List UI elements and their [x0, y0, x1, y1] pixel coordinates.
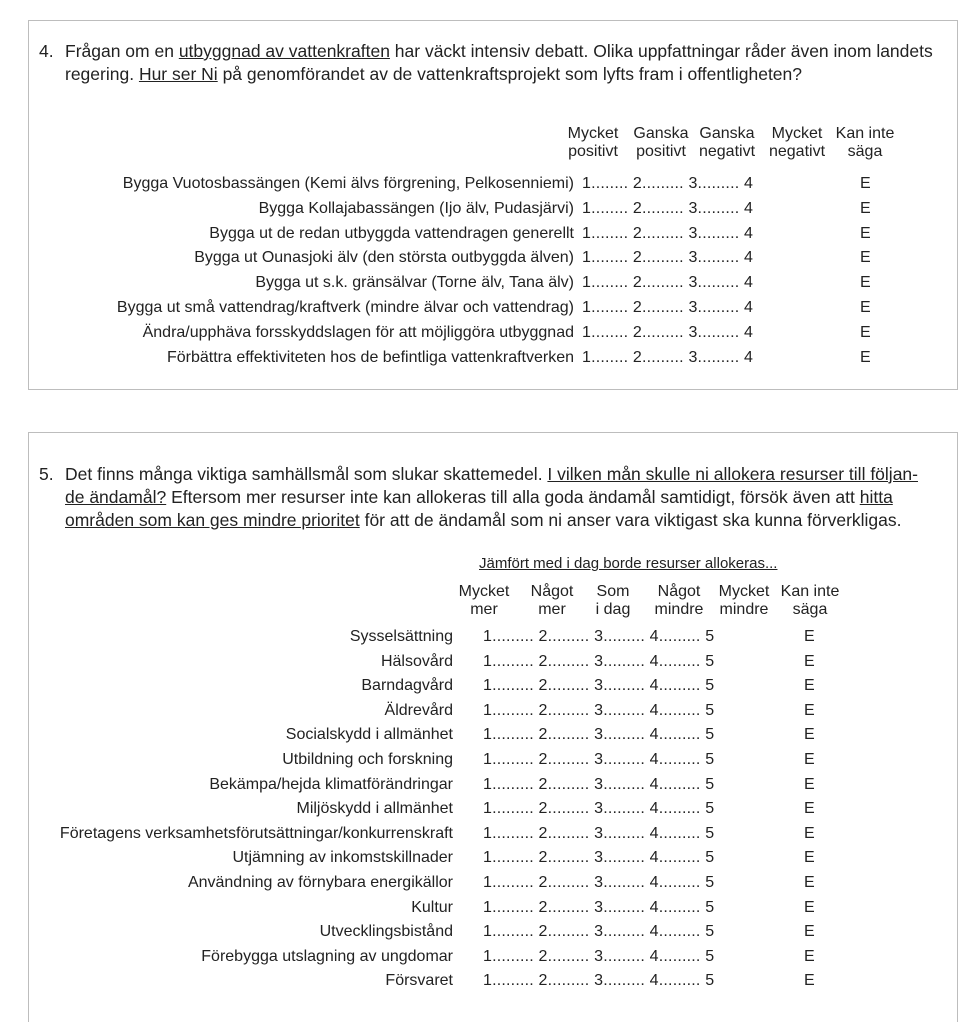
q5-header-line: mer [470, 601, 498, 618]
q5-item-dont-know: E [804, 824, 815, 842]
q5-header-line: säga [792, 601, 828, 618]
q4-item-scale: 1........ 2......... 3......... 4 [582, 224, 754, 242]
q5-item-label: Äldrevård [384, 701, 453, 719]
q4-item-label: Bygga ut s.k. gränsälvar (Torne älv, Tana älv) [255, 274, 574, 292]
q4-question-text [65, 40, 945, 86]
q5-item-dont-know: E [804, 947, 815, 965]
q5-line2-segment: Eftersom mer resurser inte kan allokeras till alla goda ändamål samtidigt, försök även att [166, 487, 860, 507]
q5-item-dont-know: E [804, 874, 815, 891]
q5-header-line: Mycket [718, 583, 770, 600]
q5-header-line: Något [530, 583, 574, 600]
q5-line1-segment: I vilken mån skulle ni allokera resurser till följan- [547, 464, 918, 484]
q5-item-label: Socialskydd i allmänhet [285, 726, 453, 744]
q5-item-scale: 1......... 2......... 3......... 4......... 5 [483, 652, 715, 670]
q5-item-dont-know: E [804, 800, 815, 818]
q4-header-line: Ganska [633, 125, 689, 142]
q4-item-scale: 1........ 2......... 3......... 4 [582, 175, 754, 192]
q4-text-segment: har väckt intensiv debatt. Olika uppfattningar råder även inom landets regering. [65, 41, 933, 84]
q4-header-line: säga [847, 143, 883, 160]
q5-item-dont-know: E [804, 628, 815, 645]
q5-line2-segment: de ändamål? [65, 487, 167, 507]
q5-header-line: i dag [595, 601, 631, 618]
q4-item-label: Förbättra effektiviteten hos de befintliga vattenkraftverken [166, 348, 574, 366]
q5-item-scale: 1......... 2......... 3......... 4......... 5 [483, 701, 715, 719]
question-4-panel [28, 20, 958, 390]
q5-item-scale: 1......... 2......... 3......... 4......... 5 [483, 677, 715, 695]
q4-text-segment: Frågan om en [65, 41, 179, 61]
q5-item-scale: 1......... 2......... 3......... 4......... 5 [483, 849, 715, 867]
q5-item-scale: 1......... 2......... 3......... 4......... 5 [483, 972, 715, 990]
q5-line3-segment: för att de ändamål som ni anser vara viktigast ska kunna förverkligas. [359, 510, 902, 530]
q5-question-line-1 [65, 463, 918, 486]
q5-item-scale: 1......... 2......... 3......... 4......... 5 [483, 824, 715, 842]
question-5-panel [28, 432, 958, 1022]
q5-item-dont-know: E [804, 775, 815, 793]
q5-header-line: Som [596, 583, 630, 600]
q4-header-line: Mycket [771, 125, 823, 142]
q4-item-label: Bygga ut de redan utbyggda vattendragen generellt [209, 224, 574, 242]
q4-header-line: negativt [698, 143, 756, 160]
q4-item-scale: 1........ 2......... 3......... 4 [582, 274, 754, 292]
q4-item-scale: 1........ 2......... 3......... 4 [582, 323, 754, 341]
q4-item-label: Ändra/upphäva forsskyddslagen för att möjliggöra utbyggnad [142, 323, 574, 341]
q5-item-dont-know: E [804, 701, 815, 719]
q5-header-line: Mycket [458, 583, 510, 600]
q5-question-line-3 [65, 509, 902, 532]
q5-header-line: Kan inte [780, 583, 840, 600]
q4-item-label: Bygga ut Ounasjoki älv (den största outbyggda älven) [194, 249, 574, 267]
q5-item-dont-know: E [804, 751, 815, 768]
q5-item-dont-know: E [804, 972, 815, 990]
q4-header-line: Kan inte [835, 125, 895, 142]
q4-item-dont-know: E [860, 199, 871, 217]
q5-subheading: Jämfört med i dag borde resurser allokeras... [479, 555, 778, 572]
q4-header-line: positivt [636, 143, 686, 160]
q4-item-dont-know: E [860, 323, 871, 341]
q4-number: 4. [39, 41, 54, 61]
q4-item-scale: 1........ 2......... 3......... 4 [582, 348, 754, 366]
q4-text-segment: på genomförandet av de vattenkraftsprojekt som lyfts fram i offentligheten? [217, 64, 803, 84]
q5-item-label: Barndagvård [361, 677, 453, 695]
q5-item-label: Företagens verksamhetsförutsättningar/konkurrenskraft [59, 824, 453, 842]
q5-item-scale: 1......... 2......... 3......... 4......... 5 [483, 800, 715, 818]
q4-header-line: positivt [568, 143, 618, 160]
q5-item-label: Användning av förnybara energikällor [187, 874, 453, 891]
q4-text-segment: utbyggnad av vattenkraften [178, 41, 390, 61]
q5-header-line: Något [657, 583, 701, 600]
q5-item-label: Sysselsättning [349, 628, 453, 645]
q5-item-scale: 1......... 2......... 3......... 4......... 5 [483, 898, 715, 916]
q4-item-scale: 1........ 2......... 3......... 4 [582, 199, 754, 217]
q5-header-6 [765, 583, 855, 619]
q4-item-dont-know: E [860, 274, 871, 292]
q5-item-dont-know: E [804, 677, 815, 695]
q5-line3-segment: områden som kan ges mindre prioritet [65, 510, 360, 530]
q5-item-scale: 1......... 2......... 3......... 4......... 5 [483, 751, 715, 768]
q5-item-scale: 1......... 2......... 3......... 4......... 5 [483, 628, 715, 645]
q4-item-dont-know: E [860, 175, 871, 192]
q5-item-scale: 1......... 2......... 3......... 4......... 5 [483, 947, 715, 965]
q5-item-scale: 1......... 2......... 3......... 4......... 5 [483, 726, 715, 744]
q5-question-line-2 [65, 486, 893, 509]
q4-header-line: Mycket [567, 125, 619, 142]
q5-item-dont-know: E [804, 898, 815, 916]
q5-line2-segment: hitta [859, 487, 893, 507]
q4-item-scale: 1........ 2......... 3......... 4 [582, 299, 754, 316]
q5-line1-segment: Det finns många viktiga samhällsmål som slukar skattemedel. [65, 464, 548, 484]
q5-item-dont-know: E [804, 726, 815, 744]
q4-item-label: Bygga Kollajabassängen (Ijo älv, Pudasjärvi) [258, 199, 574, 217]
q5-item-label: Bekämpa/hejda klimatförändringar [209, 775, 453, 793]
q4-item-scale: 1........ 2......... 3......... 4 [582, 249, 754, 267]
q4-item-dont-know: E [860, 299, 871, 316]
q5-item-dont-know: E [804, 652, 815, 670]
q4-item-label: Bygga ut små vattendrag/kraftverk (mindre älvar och vattendrag) [116, 299, 574, 316]
q5-item-dont-know: E [804, 923, 815, 941]
q5-header-line: mindre [719, 601, 769, 618]
q5-header-line: mer [538, 601, 566, 618]
q4-item-dont-know: E [860, 224, 871, 242]
q4-header-line: negativt [768, 143, 826, 160]
q5-item-label: Hälsovård [380, 652, 453, 670]
q4-text-segment: Hur ser Ni [138, 64, 218, 84]
q5-item-dont-know: E [804, 849, 815, 867]
q5-item-label: Utbildning och forskning [282, 751, 453, 768]
q5-item-label: Förebygga utslagning av ungdomar [201, 947, 453, 965]
q5-header-line: mindre [654, 601, 704, 618]
q5-item-scale: 1......... 2......... 3......... 4......... 5 [483, 874, 715, 891]
q5-item-label: Utjämning av inkomstskillnader [232, 849, 453, 867]
q5-item-label: Utvecklingsbistånd [319, 923, 453, 941]
q5-item-label: Miljöskydd i allmänhet [296, 800, 453, 818]
q4-item-dont-know: E [860, 348, 871, 366]
q5-item-scale: 1......... 2......... 3......... 4......... 5 [483, 923, 715, 941]
q4-header-line: Ganska [699, 125, 755, 142]
q5-item-scale: 1......... 2......... 3......... 4......... 5 [483, 775, 715, 793]
q5-item-label: Försvaret [385, 972, 453, 990]
q4-item-label: Bygga Vuotosbassängen (Kemi älvs förgrening, Pelkosenniemi) [122, 175, 574, 192]
q5-item-label: Kultur [411, 898, 453, 916]
q4-header-5 [820, 125, 910, 161]
q4-item-dont-know: E [860, 249, 871, 267]
q5-number: 5. [39, 464, 54, 484]
